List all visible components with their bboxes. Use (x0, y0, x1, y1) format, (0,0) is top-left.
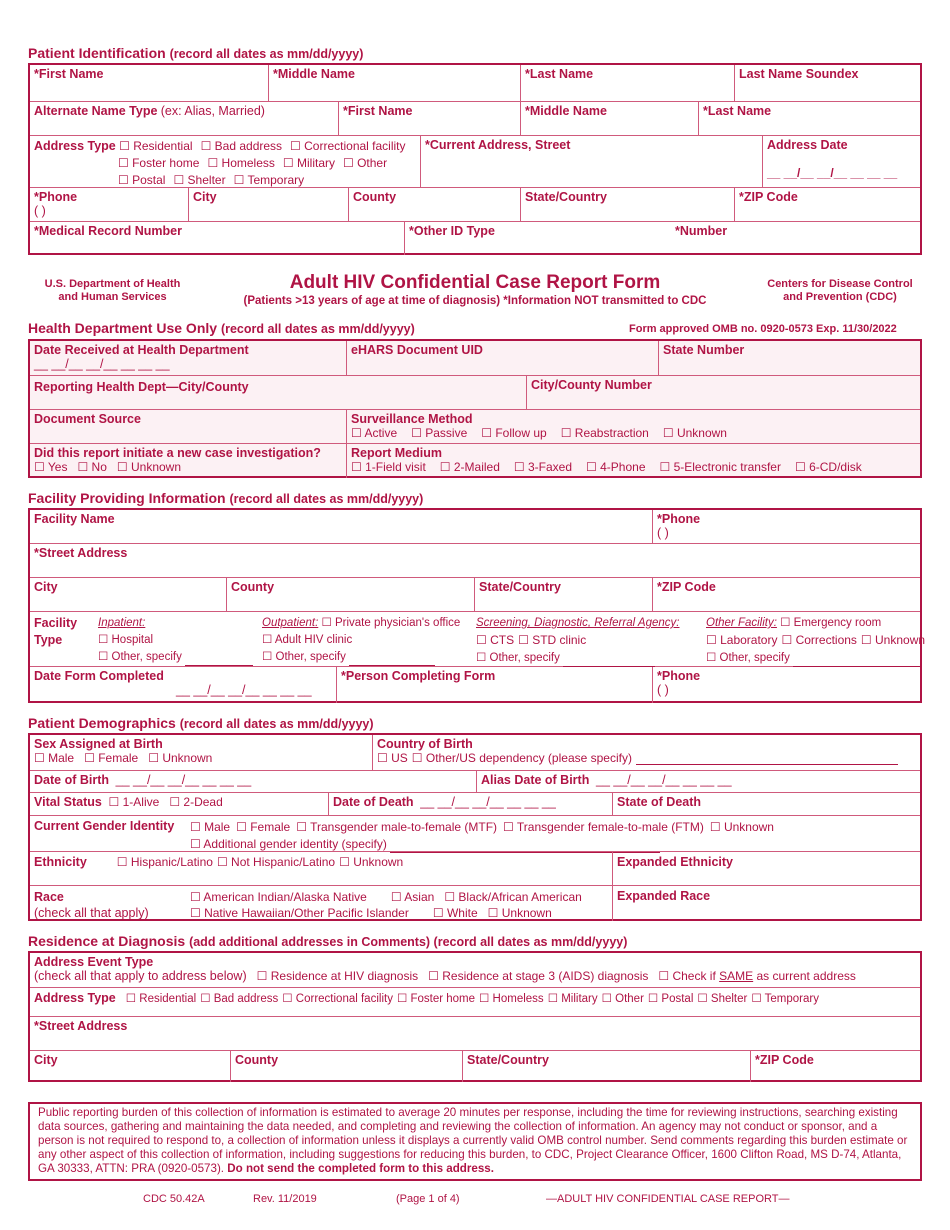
checkbox-option[interactable]: ☐ Additional gender identity (specify) (190, 837, 387, 851)
alt-name-type-field[interactable]: Alternate Name Type (ex: Alias, Married) (34, 104, 265, 118)
checkbox-icon[interactable]: ☐ (116, 460, 131, 474)
checkbox-option[interactable]: ☐ Native Hawaiian/Other Pacific Islander (190, 906, 409, 920)
address-event-group: Address Event Type (check all that apply to address below) ☐ Residence at HIV diagnosis ☐ Residence at stage 3 (AIDS) diagnosis ☐ Check if SAME as current address (30, 953, 920, 988)
state-country-field[interactable]: State/Country (520, 188, 734, 221)
checkbox-icon[interactable]: ☐ (119, 139, 134, 153)
checkbox-option[interactable]: ☐ 5-Electronic transfer (659, 460, 781, 474)
checkbox-icon[interactable]: ☐ (547, 993, 562, 1005)
health-dept-box (28, 339, 922, 478)
checkbox-icon[interactable]: ☐ (290, 139, 305, 153)
checkbox-icon[interactable]: ☐ (190, 820, 205, 834)
checkbox-option[interactable]: ☐ 3-Faxed (513, 460, 573, 474)
checkbox-icon[interactable]: ☐ (148, 751, 163, 765)
checkbox-option[interactable]: ☐ Unknown (339, 855, 404, 869)
checkbox-icon[interactable]: ☐ (377, 751, 392, 765)
date-form-completed-field[interactable]: Date Form Completed __ __/__ __/__ __ __ __ (34, 669, 312, 697)
checkbox-option[interactable]: ☐ Correctional facility (290, 139, 406, 153)
checkbox-option[interactable]: ☐ Bad address (200, 993, 279, 1005)
checkbox-option[interactable]: ☐ Other (343, 156, 388, 170)
checkbox-icon[interactable]: ☐ (428, 969, 443, 983)
checkbox-icon[interactable]: ☐ (503, 820, 517, 834)
footer-title: —ADULT HIV CONFIDENTIAL CASE REPORT— (546, 1193, 790, 1205)
surveillance-method-group: Surveillance Method ☐ Active ☐ Passive ☐ Follow up ☐ Reabstraction ☐ Unknown (346, 410, 920, 443)
checkbox-option[interactable]: ☐ Postal (647, 993, 694, 1005)
checkbox-icon[interactable]: ☐ (439, 460, 454, 474)
checkbox-icon[interactable]: ☐ (256, 969, 271, 983)
checkbox-icon[interactable]: ☐ (706, 633, 721, 647)
checkbox-option[interactable]: ☐ Residence at stage 3 (AIDS) diagnosis (428, 969, 649, 983)
checkbox-option[interactable]: ☐ 1-Alive (108, 795, 160, 809)
checkbox-icon[interactable]: ☐ (513, 460, 528, 474)
patient-id-box (28, 63, 922, 255)
checkbox-option[interactable]: ☐ Transgender male-to-female (MTF) (296, 820, 498, 834)
checkbox-option[interactable]: ☐ Temporary (751, 993, 819, 1005)
dod-field[interactable]: Date of Death __ __/__ __/__ __ __ __ (328, 793, 612, 815)
checkbox-option[interactable]: ☐ Transgender female-to-male (FTM) (503, 820, 704, 834)
middle-name-field[interactable]: *Middle Name (268, 65, 520, 101)
checkbox-icon[interactable]: ☐ (77, 460, 92, 474)
checkbox-icon[interactable]: ☐ (216, 855, 232, 869)
checkbox-option[interactable]: ☐ Correctional facility (282, 993, 393, 1005)
checkbox-icon[interactable]: ☐ (560, 426, 575, 440)
checkbox-icon[interactable]: ☐ (173, 173, 188, 187)
checkbox-option[interactable]: ☐ Male (34, 751, 75, 765)
person-completing-field[interactable]: *Person Completing Form (336, 667, 652, 703)
current-address-field[interactable]: *Current Address, Street (420, 136, 762, 187)
checkbox-option[interactable]: ☐ White (432, 906, 478, 920)
checkbox-option[interactable]: ☐ Private physician's office (321, 617, 461, 629)
race-group: Race (check all that apply) ☐ American Indian/Alaska Native ☐ Asian ☐ Black/African American ☐ Native Hawaiian/Other Pacific Islander ☐ White ☐ Unknown (34, 890, 582, 920)
checkbox-icon[interactable]: ☐ (339, 855, 354, 869)
form-number: CDC 50.42A (143, 1193, 205, 1205)
section-title-patient-id: Patient Identification (record all dates as mm/dd/yyyy) (28, 45, 364, 61)
country-birth-group: Country of Birth ☐ US ☐ Other/US dependency (please specify) (372, 735, 920, 770)
checkbox-icon[interactable]: ☐ (351, 460, 366, 474)
city-field[interactable]: City (188, 188, 348, 221)
state-number-field[interactable]: State Number (658, 341, 920, 375)
checkbox-icon[interactable]: ☐ (411, 426, 426, 440)
checkbox-option[interactable]: ☐ Bad address (200, 139, 283, 153)
expanded-race-field[interactable]: Expanded Race (612, 886, 920, 921)
checkbox-icon[interactable]: ☐ (751, 993, 765, 1005)
checkbox-icon[interactable]: ☐ (233, 173, 248, 187)
checkbox-icon[interactable]: ☐ (479, 993, 493, 1005)
checkbox-icon[interactable]: ☐ (481, 426, 496, 440)
section-title-demographics: Patient Demographics (record all dates as mm/dd/yyyy) (28, 715, 374, 731)
checkbox-option[interactable]: ☐ Residence at HIV diagnosis (256, 969, 419, 983)
checkbox-option[interactable]: ☐ Hispanic/Latino (116, 855, 213, 869)
revision: Rev. 11/2019 (253, 1193, 317, 1205)
facility-name-field[interactable]: Facility Name (34, 512, 115, 526)
date-received-field[interactable]: Date Received at Health Department __ __/__ __/__ __ __ __ (34, 343, 249, 371)
checkbox-option[interactable]: ☐ Shelter (697, 993, 748, 1005)
mrn-field[interactable]: *Medical Record Number (34, 224, 182, 238)
checkbox-option[interactable]: ☐ 1-Field visit (351, 460, 426, 474)
new-case-group: Did this report initiate a new case investigation? ☐ Yes ☐ No ☐ Unknown (34, 446, 321, 474)
checkbox-option[interactable]: ☐ 6-CD/disk (794, 460, 862, 474)
checkbox-icon[interactable]: ☐ (351, 426, 365, 440)
cdc-label: Centers for Disease Control and Prevention (CDC) (767, 278, 913, 303)
checkbox-option[interactable]: ☐ Foster home (118, 156, 200, 170)
checkbox-icon[interactable]: ☐ (282, 156, 297, 170)
completer-phone-field[interactable]: *Phone ( ) (652, 667, 920, 703)
checkbox-option[interactable]: ☐ CTS (476, 633, 515, 647)
section-title-facility: Facility Providing Information (record all dates as mm/dd/yyyy) (28, 490, 424, 506)
checkbox-icon[interactable]: ☐ (662, 426, 677, 440)
checkbox-option[interactable]: ☐ Corrections (781, 633, 857, 647)
checkbox-option[interactable]: ☐ Unknown (487, 906, 552, 920)
address-date-field[interactable]: Address Date __ __/__ __/__ __ __ __ (762, 136, 920, 187)
demographics-box (28, 733, 922, 921)
facility-type-group: Facility Type Inpatient: ☐ Hospital ☐ Other, specify Outpatient: ☐ Private physician's office ☐ Adult HIV clinic ☐ Other, specify Screening, Diagnostic, Referral Agency: ☐ CTS ☐ STD clinic ☐ Other, specify Other Facility: ☐ Emergency room ☐ Laboratory ☐ Corrections ☐ Unknown ☐ Other, specify (30, 612, 920, 667)
ethnicity-group: Ethnicity ☐ Hispanic/Latino ☐ Not Hispanic/Latino ☐ Unknown (34, 855, 404, 869)
checkbox-option[interactable]: ☐ Female (84, 751, 139, 765)
checkbox-option[interactable]: ☐ Male (190, 820, 231, 834)
form-title: Adult HIV Confidential Case Report Form (289, 272, 661, 293)
checkbox-option[interactable]: ☐ Unknown (148, 751, 213, 765)
checkbox-icon[interactable]: ☐ (586, 460, 601, 474)
checkbox-option[interactable]: ☐ No (77, 460, 107, 474)
checkbox-option[interactable]: ☐ 2-Dead (169, 795, 223, 809)
facility-box (28, 508, 926, 703)
checkbox-option[interactable]: ☐ Military (547, 993, 598, 1005)
checkbox-option[interactable]: ☐ Unknown (709, 820, 774, 834)
page-number: (Page 1 of 4) (396, 1193, 460, 1205)
hhs-label: U.S. Department of Health and Human Services (44, 278, 181, 303)
facility-street-field[interactable]: *Street Address (30, 544, 920, 578)
checkbox-option[interactable]: ☐ Residential (125, 993, 197, 1005)
res-address-type-group: Address Type ☐ Residential ☐ Bad address ☐ Correctional facility ☐ Foster home ☐ Homeless ☐ Military ☐ Other ☐ Postal ☐ Shelter ☐ Temporary (30, 988, 920, 1017)
checkbox-icon[interactable]: ☐ (396, 993, 411, 1005)
checkbox-option[interactable]: ☐ Unknown (662, 426, 727, 440)
checkbox-option[interactable]: ☐ Emergency room (780, 617, 882, 629)
last-name-field[interactable]: *Last Name (520, 65, 734, 101)
checkbox-option[interactable]: ☐ Postal (118, 173, 166, 187)
checkbox-icon[interactable]: ☐ (476, 633, 491, 647)
res-county-field[interactable]: County (230, 1051, 462, 1082)
other-id-field[interactable]: *Other ID Type *Number (404, 222, 920, 255)
state-death-field[interactable]: State of Death (612, 793, 920, 815)
checkbox-icon[interactable]: ☐ (709, 820, 724, 834)
checkbox-option[interactable]: ☐ Other, specify (98, 651, 182, 663)
checkbox-option[interactable]: ☐ Homeless (207, 156, 275, 170)
res-city-field[interactable]: City (34, 1053, 58, 1067)
sex-group: Sex Assigned at Birth ☐ Male ☐ Female ☐ Unknown (34, 737, 213, 765)
vital-status-group: Vital Status ☐ 1-Alive ☐ 2-Dead (34, 795, 223, 809)
checkbox-icon[interactable]: ☐ (601, 993, 616, 1005)
checkbox-icon[interactable]: ☐ (207, 156, 222, 170)
checkbox-option[interactable]: ☐ Residential (119, 139, 193, 153)
facility-state-field[interactable]: State/Country (474, 578, 652, 611)
checkbox-option[interactable]: ☐ Follow up (481, 426, 547, 440)
first-name-field[interactable]: *First Name (34, 67, 104, 81)
checkbox-icon[interactable]: ☐ (794, 460, 810, 474)
alt-last-name-field[interactable]: *Last Name (698, 102, 920, 135)
report-medium-group: Report Medium ☐ 1-Field visit ☐ 2-Mailed ☐ 3-Faxed ☐ 4-Phone ☐ 5-Electronic transfer ☐ 6-CD/disk (346, 444, 920, 478)
checkbox-option[interactable]: ☐ Adult HIV clinic (262, 634, 353, 646)
checkbox-option[interactable]: ☐ Other/US dependency (please specify) (411, 751, 632, 765)
checkbox-icon[interactable]: ☐ (659, 460, 674, 474)
checkbox-icon[interactable]: ☐ (781, 633, 796, 647)
checkbox-icon[interactable]: ☐ (411, 751, 426, 765)
checkbox-icon[interactable]: ☐ (647, 993, 662, 1005)
checkbox-icon[interactable]: ☐ (118, 173, 133, 187)
alt-middle-name-field[interactable]: *Middle Name (520, 102, 698, 135)
checkbox-icon[interactable]: ☐ (282, 993, 296, 1005)
phone-field[interactable]: *Phone ( ) (34, 190, 78, 218)
checkbox-option[interactable]: ☐ Other, specify (476, 652, 560, 664)
checkbox-icon[interactable]: ☐ (296, 820, 311, 834)
checkbox-option[interactable]: ☐ Military (282, 156, 335, 170)
checkbox-icon[interactable]: ☐ (343, 156, 358, 170)
checkbox-icon[interactable]: ☐ (518, 633, 533, 647)
checkbox-option[interactable]: ☐ Asian (390, 890, 435, 904)
facility-zip-field[interactable]: *ZIP Code (652, 578, 920, 611)
checkbox-icon[interactable]: ☐ (116, 855, 131, 869)
checkbox-option[interactable]: ☐ Other, specify (262, 651, 346, 663)
section-title-residence: Residence at Diagnosis (add additional addresses in Comments) (record all dates as mm/dd/yyyy) (28, 933, 628, 949)
checkbox-option[interactable]: ☐ Hospital (98, 634, 154, 646)
checkbox-option[interactable]: ☐ Unknown (860, 633, 926, 647)
checkbox-icon[interactable]: ☐ (125, 993, 140, 1005)
checkbox-icon[interactable]: ☐ (84, 751, 99, 765)
city-county-number-field[interactable]: City/County Number (526, 376, 920, 409)
checkbox-option[interactable]: ☐ Not Hispanic/Latino (216, 855, 336, 869)
checkbox-option[interactable]: ☐ 4-Phone (586, 460, 646, 474)
checkbox-icon[interactable]: ☐ (200, 993, 214, 1005)
res-state-field[interactable]: State/Country (462, 1051, 750, 1082)
checkbox-icon[interactable]: ☐ (697, 993, 711, 1005)
checkbox-option[interactable]: ☐ STD clinic (518, 633, 587, 647)
alias-dob-field[interactable]: Alias Date of Birth __ __/__ __/__ __ __ __ (476, 771, 920, 792)
checkbox-option[interactable]: ☐ Passive (411, 426, 468, 440)
checkbox-option[interactable]: ☐ Active (351, 426, 398, 440)
ehars-field[interactable]: eHARS Document UID (346, 341, 658, 375)
gender-group: Current Gender Identity ☐ Male ☐ Female ☐ Transgender male-to-female (MTF) ☐ Transgender female-to-male (FTM) ☐ Unknown ☐ Additional gender identity (specify) (30, 816, 920, 852)
residence-box (28, 951, 922, 1082)
omb-number: Form approved OMB no. 0920-0573 Exp. 11/30/2022 (629, 323, 897, 335)
checkbox-option[interactable]: ☐ US (377, 751, 408, 765)
checkbox-icon[interactable]: ☐ (236, 820, 251, 834)
burden-statement: Public reporting burden of this collection of information is estimated to average 20 minutes per response, including the time for reviewing instructions, searching existing data sources, gathering and maintaining the data needed, and completing and reviewing the collection of information. An agency may not conduct or sponsor, and a person is not required to respond to, a collection of information unless it displays a currently valid OMB control number. Send comments regarding this burden estimate or any other aspect of this collection of information, including suggestions for reducing this burden, to CDC, Project Clearance Officer, 1600 Clifton Road, MS D-74, Atlanta, GA 30333, ATTN: PRA (0920-0573). Do not send the completed form to this address. (28, 1102, 922, 1181)
res-zip-field[interactable]: *ZIP Code (750, 1051, 920, 1082)
checkbox-option[interactable]: ☐ Laboratory (706, 633, 778, 647)
res-street-field[interactable]: *Street Address (30, 1017, 920, 1051)
checkbox-option[interactable]: ☐ Reabstraction (560, 426, 649, 440)
county-field[interactable]: County (348, 188, 520, 221)
checkbox-icon[interactable]: ☐ (108, 795, 123, 809)
alt-first-name-field[interactable]: *First Name (338, 102, 520, 135)
reporting-dept-field[interactable]: Reporting Health Dept—City/County (34, 380, 249, 394)
checkbox-icon[interactable]: ☐ (169, 795, 184, 809)
checkbox-option[interactable]: ☐ Homeless (479, 993, 544, 1005)
checkbox-option[interactable]: ☐ Temporary (233, 173, 305, 187)
zip-field[interactable]: *ZIP Code (734, 188, 920, 221)
checkbox-option[interactable]: ☐ Other (601, 993, 644, 1005)
checkbox-icon[interactable]: ☐ (860, 633, 876, 647)
checkbox-icon[interactable]: ☐ (200, 139, 215, 153)
checkbox-option[interactable]: ☐ Other, specify (706, 652, 790, 664)
facility-phone-field[interactable]: *Phone ( ) (652, 510, 920, 543)
soundex-field[interactable]: Last Name Soundex (734, 65, 920, 101)
form-subtitle: (Patients >13 years of age at time of diagnosis) *Information NOT transmitted to CDC (243, 295, 707, 307)
checkbox-option[interactable]: ☐ Unknown (116, 460, 182, 474)
checkbox-option[interactable]: ☐ Shelter (173, 173, 226, 187)
document-source-field[interactable]: Document Source (34, 412, 141, 426)
checkbox-option[interactable]: ☐ 2-Mailed (439, 460, 500, 474)
section-title-health-dept: Health Department Use Only (record all dates as mm/dd/yyyy) (28, 320, 415, 336)
dob-field[interactable]: Date of Birth __ __/__ __/__ __ __ __ (34, 773, 252, 787)
checkbox-option[interactable]: ☐ Female (236, 820, 291, 834)
facility-city-field[interactable]: City (34, 580, 58, 594)
checkbox-option[interactable]: ☐ Black/African American (444, 890, 582, 904)
facility-county-field[interactable]: County (226, 578, 474, 611)
checkbox-icon[interactable]: ☐ (34, 751, 49, 765)
expanded-ethnicity-field[interactable]: Expanded Ethnicity (612, 852, 920, 885)
checkbox-option[interactable]: ☐ Foster home (396, 993, 476, 1005)
checkbox-option[interactable]: ☐ Check if (658, 969, 720, 983)
checkbox-option[interactable]: ☐ American Indian/Alaska Native (190, 890, 367, 904)
checkbox-icon[interactable]: ☐ (34, 460, 48, 474)
checkbox-icon[interactable]: ☐ (118, 156, 133, 170)
checkbox-option[interactable]: ☐ Yes (34, 460, 68, 474)
address-type-group: Address Type ☐ Residential ☐ Bad address ☐ Correctional facility ☐ Foster home ☐ Homeless ☐ Military ☐ Other ☐ Postal ☐ Shelter ☐ Temporary (34, 139, 406, 187)
